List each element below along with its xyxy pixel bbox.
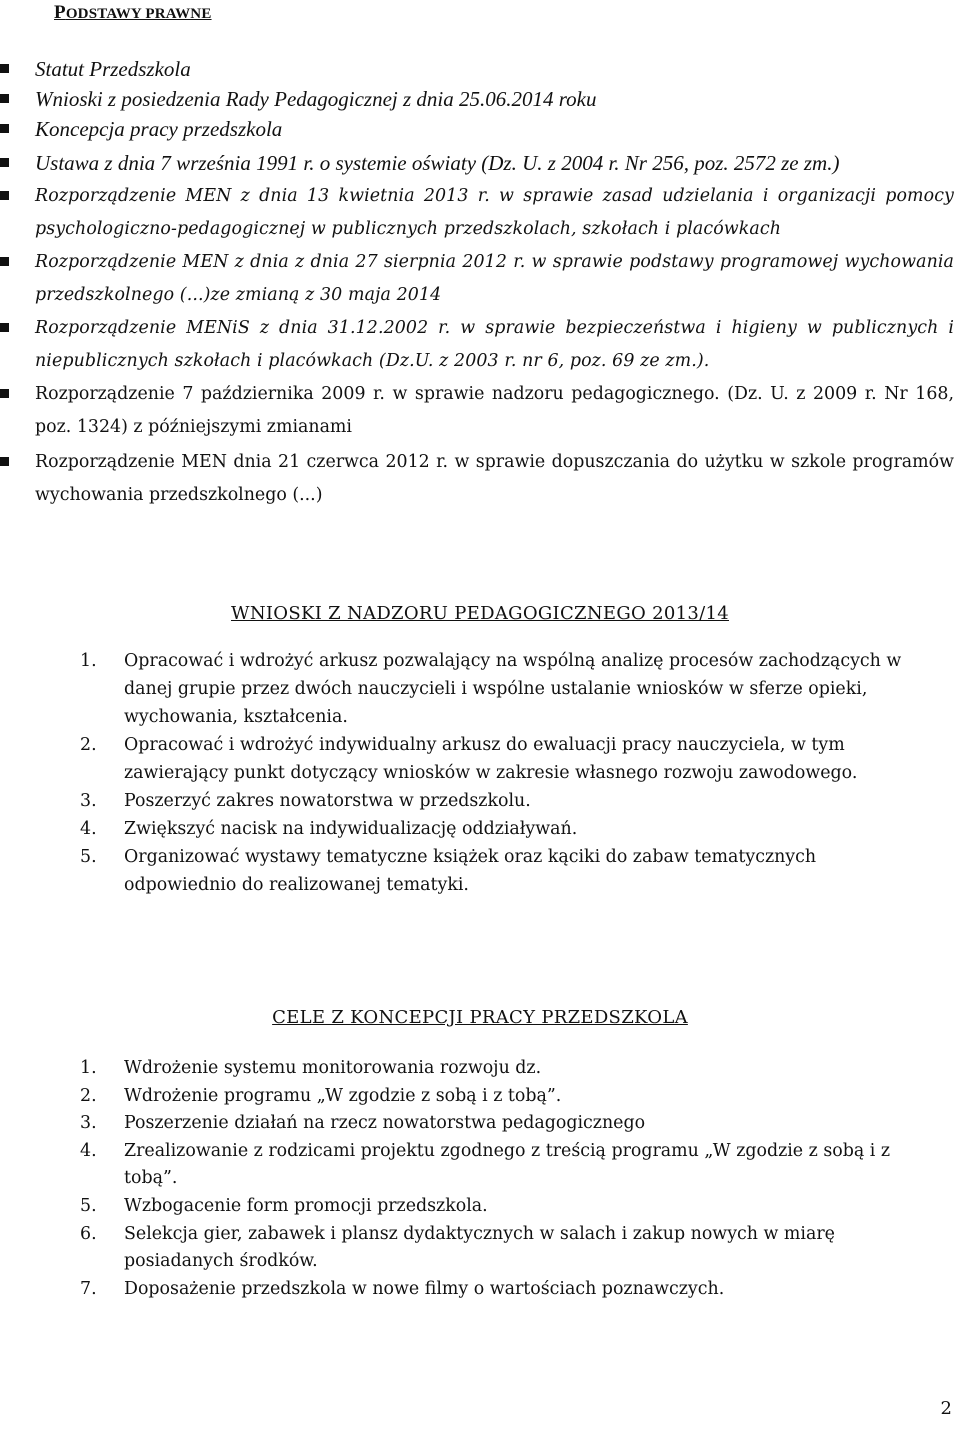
legal-basis-item <box>0 446 960 512</box>
list-item-number: 1. <box>80 651 97 671</box>
list-item-text: Wzbogacenie form promocji przedszkola. <box>124 1195 488 1216</box>
legal-basis-text: Koncepcja pracy przedszkola <box>35 117 283 141</box>
legal-basis-text: Rozporządzenie MEN dnia 21 czerwca 2012 r. w sprawie dopuszczania do użytku w szkole programów wychowania przedszkolnego (...) <box>35 452 954 505</box>
list-item-number: 3. <box>80 791 97 811</box>
legal-basis-list <box>0 54 960 512</box>
legal-basis-item <box>0 180 960 246</box>
list-item <box>0 1138 960 1193</box>
legal-basis-item <box>0 246 960 312</box>
conclusions-list <box>0 647 960 899</box>
section-heading-goals: CELE Z KONCEPCJI PRACY PRZEDSZKOLA <box>272 1007 688 1028</box>
page-number: 2 <box>940 1398 952 1419</box>
list-item <box>0 647 960 731</box>
list-item-text: Organizować wystawy tematyczne książek oraz kąciki do zabaw tematycznych odpowiednio do realizowanej tematyki. <box>124 847 817 895</box>
legal-basis-item <box>0 312 960 378</box>
list-item <box>0 1055 960 1083</box>
square-bullet-icon <box>0 94 9 103</box>
legal-basis-item <box>0 114 960 144</box>
list-item <box>0 787 960 815</box>
list-item-number: 2. <box>80 735 97 755</box>
legal-basis-item <box>0 84 960 114</box>
list-item-number: 2. <box>80 1085 97 1106</box>
legal-basis-text: Wnioski z posiedzenia Rady Pedagogicznej z dnia 25.06.2014 roku <box>35 87 597 111</box>
list-item-text: Wdrożenie systemu monitorowania rozwoju dz. <box>124 1058 542 1078</box>
square-bullet-icon <box>0 124 9 133</box>
list-item-text: Zwiększyć nacisk na indywidualizację oddziaływań. <box>124 819 578 839</box>
section-heading-conclusions: WNIOSKI Z NADZORU PEDAGOGICZNEGO 2013/14 <box>231 603 729 624</box>
legal-basis-text: Rozporządzenie MENiS z dnia 31.12.2002 r. w sprawie bezpieczeństwa i higieny w publicznych i niepublicznych szkołach i placówkach (Dz.U. z 2003 r. nr 6, poz. 69 ze zm.). <box>35 318 954 371</box>
list-item <box>0 1221 960 1276</box>
legal-basis-item <box>0 148 960 178</box>
list-item-number: 5. <box>80 847 97 867</box>
list-item-number: 7. <box>80 1278 97 1299</box>
list-item-text: Poszerzenie działań na rzecz nowatorstwa pedagogicznego <box>124 1113 646 1134</box>
list-item-text: Opracować i wdrożyć arkusz pozwalający na wspólną analizę procesów zachodzących w danej grupie przez dwóch nauczycieli i wspólne ustalanie wniosków w sferze opieki, wychowania, kształcenia. <box>124 651 902 727</box>
square-bullet-icon <box>0 389 9 398</box>
square-bullet-icon <box>0 158 9 167</box>
list-item-text: Selekcja gier, zabawek i plansz dydaktycznych w salach i zakup nowych w miarę posiadanych środków. <box>124 1223 835 1272</box>
list-item <box>0 1276 960 1304</box>
list-item-number: 5. <box>80 1195 97 1216</box>
square-bullet-icon <box>0 457 9 466</box>
list-item-number: 1. <box>80 1058 97 1078</box>
legal-basis-item <box>0 54 960 84</box>
square-bullet-icon <box>0 323 9 332</box>
legal-basis-text: Statut Przedszkola <box>35 57 191 81</box>
list-item <box>0 731 960 787</box>
heading-first-letter: P <box>54 2 66 23</box>
list-item-number: 6. <box>80 1223 97 1244</box>
list-item-text: Poszerzyć zakres nowatorstwa w przedszkolu. <box>124 791 531 811</box>
list-item <box>0 1193 960 1221</box>
list-item <box>0 815 960 843</box>
list-item-number: 3. <box>80 1113 97 1134</box>
square-bullet-icon <box>0 191 9 200</box>
list-item <box>0 1083 960 1111</box>
heading-rest: ODSTAWY PRAWNE <box>65 6 212 22</box>
list-item-number: 4. <box>80 1140 97 1161</box>
legal-basis-text: Rozporządzenie 7 października 2009 r. w sprawie nadzoru pedagogicznego. (Dz. U. z 2009 r. Nr 168, poz. 1324) z późniejszymi zmianami <box>35 384 954 437</box>
legal-basis-text: Ustawa z dnia 7 września 1991 r. o systemie oświaty (Dz. U. z 2004 r. Nr 256, poz. 2572 ze zm.) <box>35 151 840 175</box>
list-item-number: 4. <box>80 819 97 839</box>
list-item-text: Doposażenie przedszkola w nowe filmy o wartościach poznawczych. <box>124 1278 725 1299</box>
legal-basis-text: Rozporządzenie MEN z dnia 13 kwietnia 2013 r. w sprawie zasad udzielania i organizacji pomocy psychologiczno-pedagogicznej w publicznych przedszkolach, szkołach i placówkach <box>35 186 954 239</box>
goals-list <box>0 1055 960 1303</box>
legal-basis-text: Rozporządzenie MEN z dnia z dnia 27 sierpnia 2012 r. w sprawie podstawy programowej wychowania przedszkolnego (...)ze zmianą z 30 maja 2014 <box>35 252 954 305</box>
square-bullet-icon <box>0 257 9 266</box>
list-item-text: Opracować i wdrożyć indywidualny arkusz do ewaluacji pracy nauczyciela, w tym zawierający punkt dotyczący wniosków w zakresie własnego rozwoju zawodowego. <box>124 735 858 783</box>
list-item <box>0 1110 960 1138</box>
legal-basis-item <box>0 378 960 444</box>
square-bullet-icon <box>0 64 9 73</box>
section-heading-legal-basis <box>54 2 212 24</box>
list-item <box>0 843 960 899</box>
list-item-text: Wdrożenie programu „W zgodzie z sobą i z tobą”. <box>124 1085 562 1106</box>
list-item-text: Zrealizowanie z rodzicami projektu zgodnego z treścią programu „W zgodzie z sobą i z tobą”. <box>124 1140 890 1189</box>
